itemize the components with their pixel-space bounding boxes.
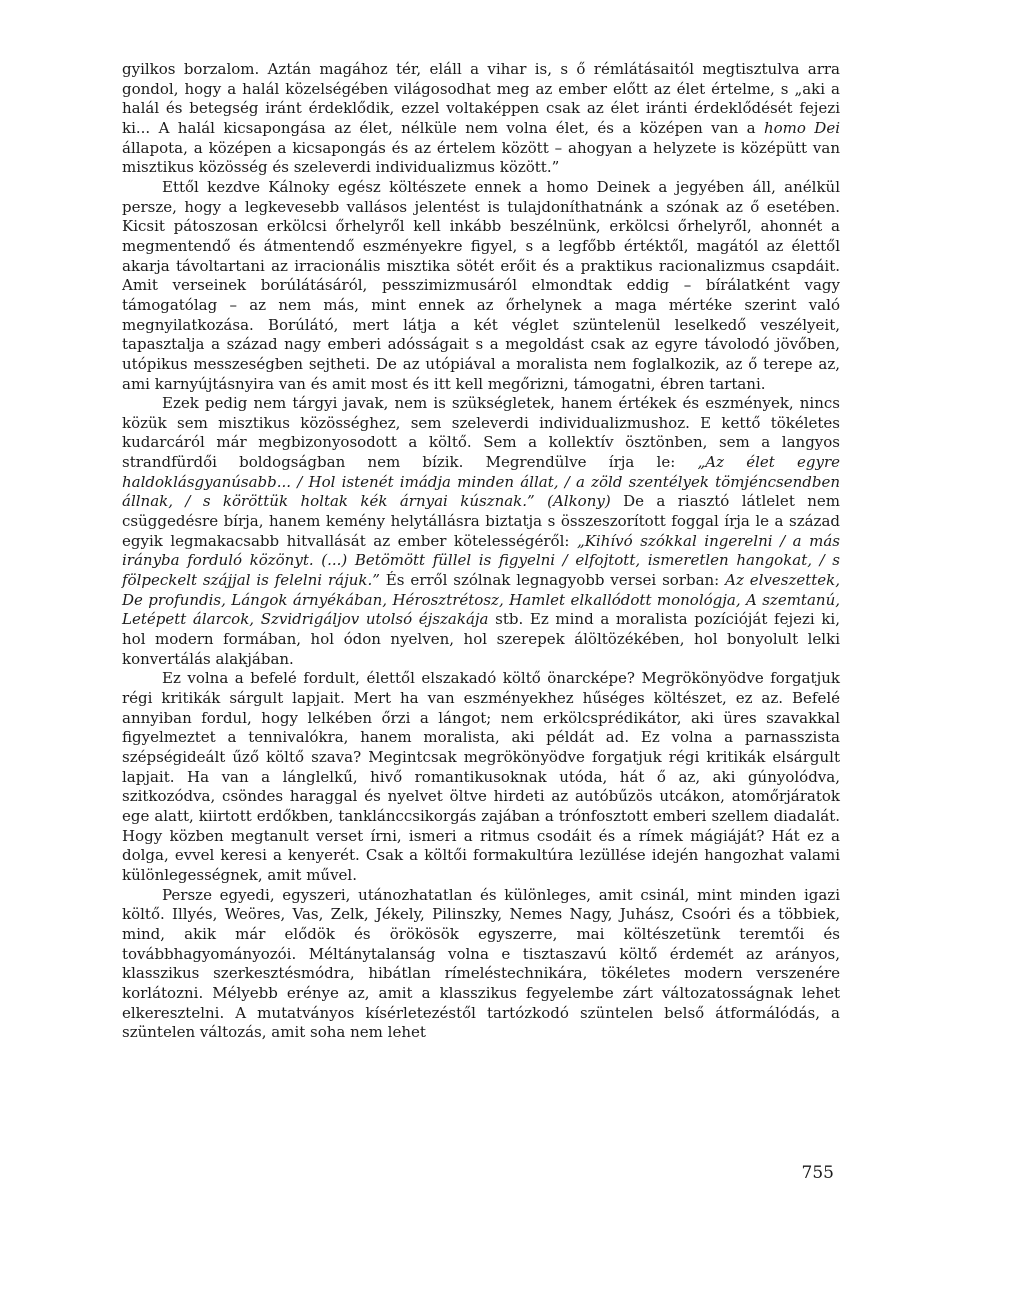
- italic-text: homo Dei: [763, 118, 840, 137]
- paragraph-5: [122, 886, 840, 1043]
- italic-text: Az elveszettek, De profundis, Lángok árnyékában, Hérosztrétosz, Hamlet elkallódott monológja, A szemtanú, Letépett álarcok, Szvidrigáljov utolsó éjszakája: [122, 571, 841, 629]
- italic-text: „Kihívó szókkal ingerelni / a más irányba forduló közönyt. (...) Betömött füllel is figyelni / elfojtott, ismeretlen hangokat, / s fölpeckelt szájjal is felelni rájuk.”: [122, 531, 840, 590]
- text-run: Ez volna a befelé fordult, élettől elszakadó költő önarcképe? Megrökönyödve forgatjuk régi kritikák sárgult lapjait. Mert ha van eszményekhez hűséges költészet, ez az. Befelé annyiban fordul, hogy lelkében őrzi a lángot; nem erkölcsprédikátor, aki üres szavakkal figyelmeztet a tennivalókra, hanem moralista, aki példát ad. Ez volna a parnasszista szépségideált űző költő szava? Megintcsak megrökönyödve forgatjuk régi kritikák elsárgult lapjait. Ha van a lánglelkű, hivő romantikusoknak utóda, hát ő az, aki gúnyolódva, szitkozódva, csöndes haraggal és nyelvet öltve hirdeti az autóbűzös utcákon, atomőrjáratok ege alatt, kiirtott erdőkben, tanklánccsikorgás zajában a trónfosztott emberi szellem diadalát. Hogy közben megtanult verset írni, ismeri a ritmus csodáit és a rímek mágiáját? Hát ez a dolga, evvel keresi a kenyerét. Csak a költői formakultúra lezüllése idején hangozhat valami különlegességnek, amit művel.: [122, 669, 840, 884]
- text-run: Ezek pedig nem tárgyi javak, nem is szükségletek, hanem értékek és eszmények, nincs közük sem misztikus közösséghez, sem szeleverdi individualizmushoz. E kettő tökéletes kudarcáról már megbizonyosodott a költő. Sem a kollektív ösztönben, sem a langyos strandfürdői boldogságban nem bízik. Megrendülve írja le:: [122, 394, 840, 472]
- text-run: De a riasztó látlelet nem csüggedésre bírja, hanem kemény helytállásra biztatja s összeszorított foggal írja le a század egyik legmakacsabb hitvallását az ember kötelességéről:: [122, 492, 840, 550]
- italic-text: „Az élet egyre haldoklásgyanúsabb... / Hol istenét imádja minden állat, / a zöld szentélyek tömjéncsendben állnak, / s köröttük holtak kék árnyai kúsznak.” (Alkony): [122, 453, 840, 511]
- text-run: állapota, a középen a kicsapongás és az értelem között – ahogyan a helyzete is középütt van misztikus közösség és szeleverdi individualizmus között.”: [122, 138, 840, 177]
- text-run: És erről szólnak legnagyobb versei sorban:: [379, 571, 726, 590]
- paragraph-4: [122, 669, 840, 885]
- body-text: [122, 60, 840, 1043]
- text-run: Ettől kezdve Kálnoky egész költészete ennek a homo Deinek a jegyében áll, anélkül persze, hogy a legkevesebb vallásos jelentést is tulajdoníthatnánk a szónak az ő esetében. Kicsit pátoszosan erkölcsi őrhelyről kell inkább beszélnünk, erkölcsi őrhelyről, ahonnét a megmentendő és átmentendő eszményekre figyel, s a legfőbb értéktől, magától az élettől akarja távoltartani az irracionális misztika sötét erőit és a praktikus racionalizmus csapdáit. Amit verseinek borúlátásáról, pesszimizmusáról elmondtak eddig – bírálatként vagy támogatólag – az nem más, mint ennek az őrhelynek a maga mértéke szerint való megnyilatkozása. Borúlátó, mert látja a két véglet szüntelenül leselkedő veszélyeit, tapasztalja a század nagy emberi adósságait s a megoldást csak az egyre távolodó jövőben, utópikus messzeségben sejtheti. De az utópiával a moralista nem foglalkozik, az ő terepe az, ami karnyújtásnyira van és amit most és itt kell megőrizni, támogatni, ébren tartani.: [122, 177, 840, 393]
- paragraph-1: [122, 60, 840, 178]
- paragraph-2: [122, 178, 840, 394]
- page-number: 755: [801, 1163, 834, 1183]
- text-run: stb. Ez mind a moralista pozícióját fejezi ki, hol modern formában, hol ódon nyelven, hol szerepek álöltözékében, hol bonyolult lelki konvertálás alakjában.: [122, 610, 840, 668]
- text-run: gyilkos borzalom. Aztán magához tér, eláll a vihar is, s ő rémlátásaitól megtisztulva arra gondol, hogy a halál közelségében világosodhat meg az ember előtt az élet értelme, s „aki a halál és betegség iránt érdeklődik, ezzel voltaképpen csak az élet iránti érdeklődését fejezi ki... A halál kicsapongása az élet, nélküle nem volna élet, és a középen van a: [122, 60, 840, 137]
- text-run: Persze egyedi, egyszeri, utánozhatatlan és különleges, amit csinál, mint minden igazi költő. Illyés, Weöres, Vas, Zelk, Jékely, Pilinszky, Nemes Nagy, Juhász, Csoóri és a többiek, mind, akik már elődök és örökösök egyszerre, mai költészetünk teremtői és továbbhagyományozói. Méltánytalanság volna e tisztaszavú költő érdemét az arányos, klasszikus szerkesztésmódra, hibátlan rímeléstechnikára, tökéletes modern verszenére korlátozni. Mélyebb erénye az, amit a klasszikus fegyelembe zárt változatosságnak lehet elkeresztelni. A mutatványos kísérletezéstől tartózkodó szüntelen belső átformálódás, a szüntelen változás, amit soha nem lehet: [122, 885, 840, 1042]
- paragraph-3: [122, 394, 840, 669]
